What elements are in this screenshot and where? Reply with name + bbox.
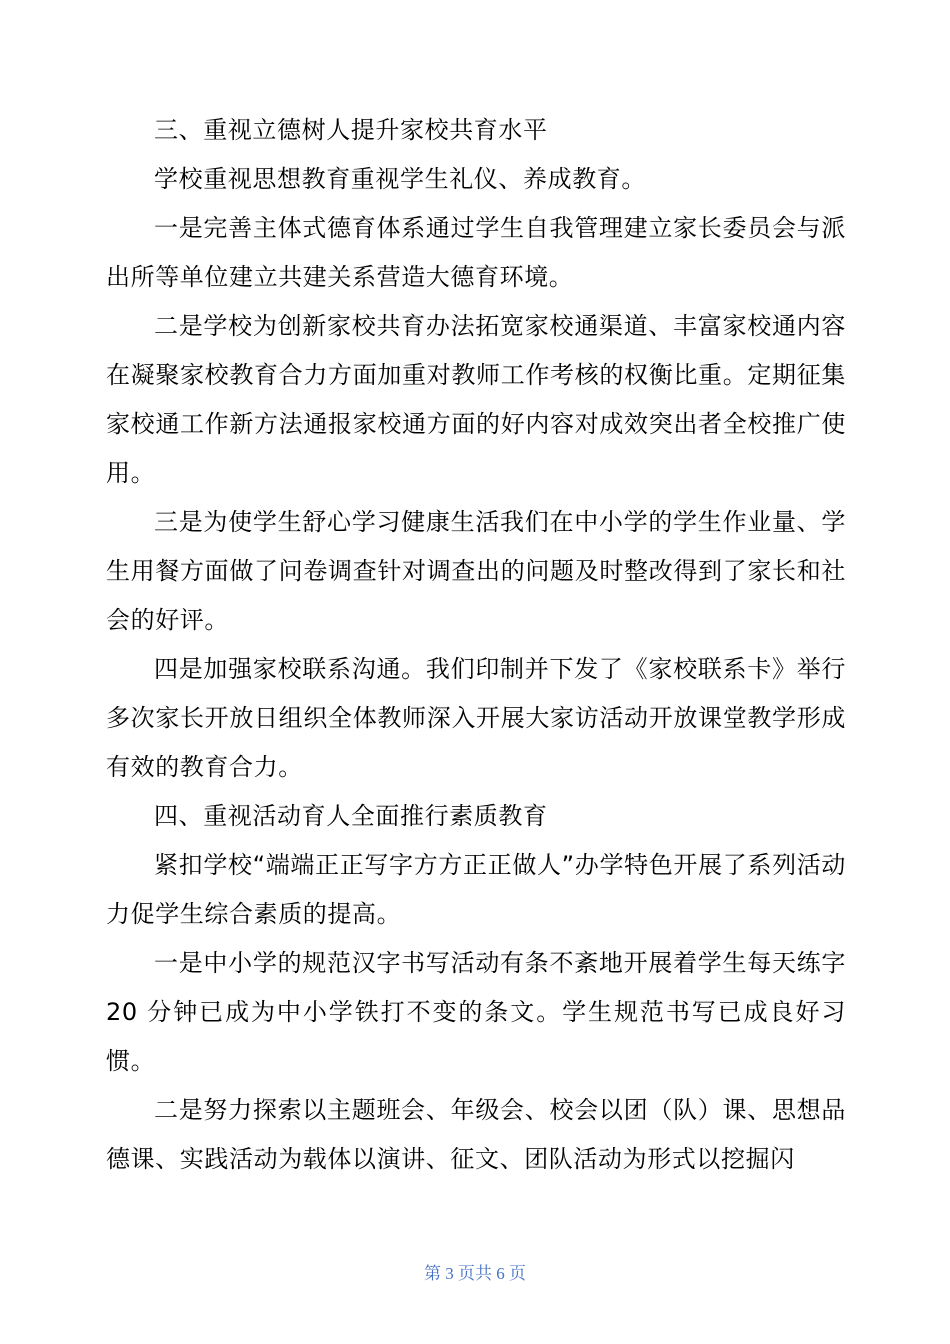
paragraph: 四是加强家校联系沟通。我们印制并下发了《家校联系卡》举行多次家长开放日组织全体教师深入开展大家访活动开放课堂教学形成有效的教育合力。 (106, 655, 846, 781)
section-heading: 三、重视立德树人提升家校共育水平 (154, 116, 548, 144)
paragraph: 学校重视思想教育重视学生礼仪、养成教育。 (154, 165, 646, 193)
section-heading: 四、重视活动育人全面推行素质教育 (154, 802, 548, 830)
paragraph: 一是完善主体式德育体系通过学生自我管理建立家长委员会与派出所等单位建立共建关系营造大德育环境。 (106, 214, 846, 291)
paragraph: 三是为使学生舒心学习健康生活我们在中小学的学生作业量、学生用餐方面做了问卷调查针对调查出的问题及时整改得到了家长和社会的好评。 (106, 508, 846, 634)
document-body (106, 106, 846, 1184)
paragraph: 二是学校为创新家校共育办法拓宽家校通渠道、丰富家校通内容在凝聚家校教育合力方面加重对教师工作考核的权衡比重。定期征集家校通工作新方法通报家校通方面的好内容对成效突出者全校推广使用。 (106, 312, 846, 487)
paragraph: 二是努力探索以主题班会、年级会、校会以团（队）课、思想品德课、实践活动为载体以演讲、征文、团队活动为形式以挖掘闪 (106, 1096, 846, 1173)
page-number-footer: 第 3 页共 6 页 (424, 1264, 526, 1283)
paragraph: 一是中小学的规范汉字书写活动有条不紊地开展着学生每天练字 20 分钟已成为中小学铁打不变的条文。学生规范书写已成良好习惯。 (106, 949, 846, 1075)
paragraph: 紧扣学校“端端正正写字方方正正做人”办学特色开展了系列活动力促学生综合素质的提高。 (106, 851, 846, 928)
